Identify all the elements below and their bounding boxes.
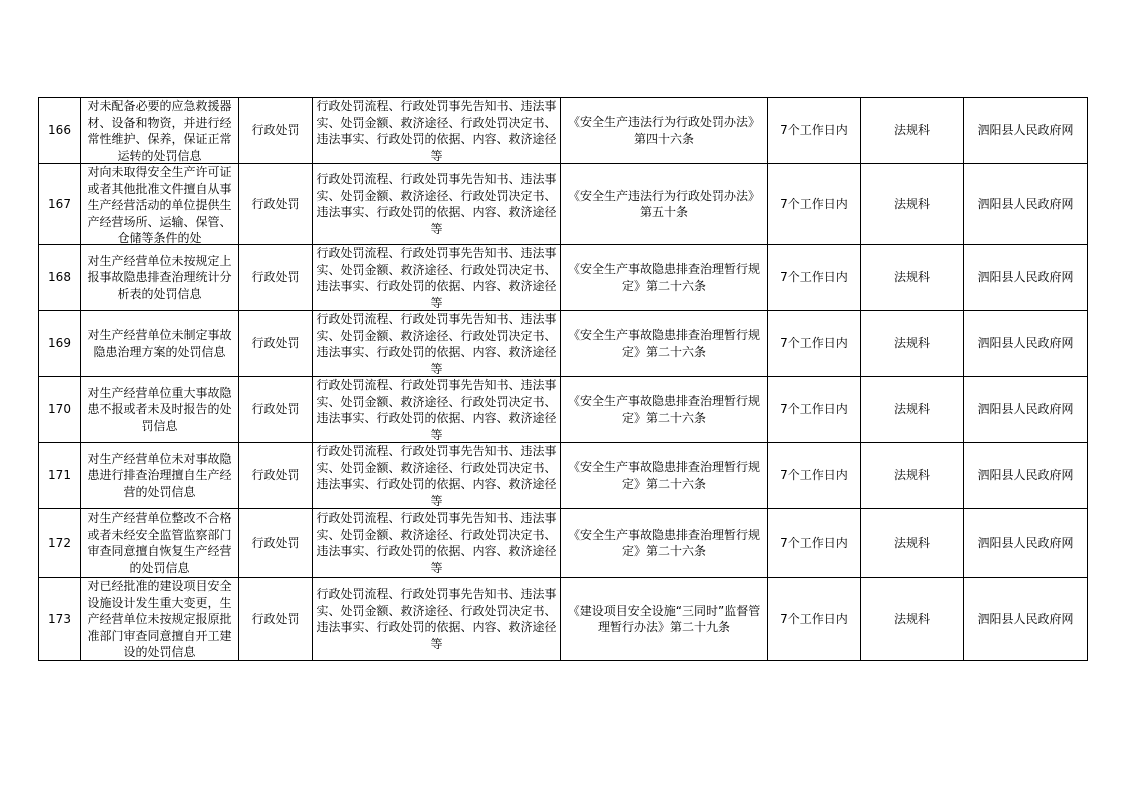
deadline: 7个工作日内 — [780, 611, 848, 626]
deadline-cell — [768, 443, 861, 509]
legal-basis: 《安全生产事故隐患排查治理暂行规定》第二十六条 — [567, 394, 760, 425]
department-cell — [861, 509, 964, 578]
deadline: 7个工作日内 — [780, 336, 848, 351]
item-name: 对生产经营单位未制定事故隐患治理方案的处罚信息 — [87, 328, 232, 359]
table-row — [39, 509, 1088, 578]
legal-basis: 《安全生产违法行为行政处罚办法》第五十条 — [567, 188, 760, 219]
row-number: 172 — [48, 535, 71, 550]
disclosure-content: 行政处罚流程、行政处罚事先告知书、违法事实、处罚金额、救济途径、行政处罚决定书、违法事实、行政处罚的依据、内容、救济途径等 — [316, 312, 557, 376]
item-name-cell — [81, 98, 239, 164]
channel: 泗阳县人民政府网 — [977, 611, 1074, 626]
channel: 泗阳县人民政府网 — [977, 535, 1074, 550]
table-row — [39, 443, 1088, 509]
disclosure-content-cell — [313, 98, 561, 164]
row-number-cell — [39, 164, 81, 245]
disclosure-content: 行政处罚流程、行政处罚事先告知书、违法事实、处罚金额、救济途径、行政处罚决定书、违法事实、行政处罚的依据、内容、救济途径等 — [316, 587, 557, 651]
legal-basis: 《安全生产事故隐患排查治理暂行规定》第二十六条 — [567, 262, 760, 293]
category: 行政处罚 — [251, 402, 300, 417]
disclosure-content: 行政处罚流程、行政处罚事先告知书、违法事实、处罚金额、救济途径、行政处罚决定书、违法事实、行政处罚的依据、内容、救济途径等 — [316, 511, 557, 575]
item-name-cell — [81, 443, 239, 509]
department-cell — [861, 245, 964, 311]
channel: 泗阳县人民政府网 — [977, 336, 1074, 351]
category: 行政处罚 — [251, 611, 300, 626]
channel-cell — [964, 98, 1088, 164]
category: 行政处罚 — [251, 270, 300, 285]
category: 行政处罚 — [251, 535, 300, 550]
legal-basis: 《安全生产事故隐患排查治理暂行规定》第二十六条 — [567, 328, 760, 359]
channel-cell — [964, 245, 1088, 311]
disclosure-content: 行政处罚流程、行政处罚事先告知书、违法事实、处罚金额、救济途径、行政处罚决定书、违法事实、行政处罚的依据、内容、救济途径等 — [316, 99, 557, 163]
channel: 泗阳县人民政府网 — [977, 196, 1074, 211]
deadline: 7个工作日内 — [780, 270, 848, 285]
category-cell — [239, 311, 313, 377]
row-number: 173 — [48, 611, 71, 626]
table-row — [39, 578, 1088, 661]
table-row — [39, 245, 1088, 311]
channel: 泗阳县人民政府网 — [977, 402, 1074, 417]
disclosure-content-cell — [313, 578, 561, 661]
department-cell — [861, 98, 964, 164]
deadline: 7个工作日内 — [780, 402, 848, 417]
row-number: 169 — [48, 336, 71, 351]
deadline-cell — [768, 164, 861, 245]
row-number: 166 — [48, 123, 71, 138]
row-number-cell — [39, 377, 81, 443]
item-name: 对已经批准的建设项目安全设施设计发生重大变更，生产经营单位未按规定报原批准部门审查同意擅自开工建设的处罚信息 — [87, 579, 232, 659]
department: 法规科 — [893, 123, 930, 138]
department: 法规科 — [893, 535, 930, 550]
deadline: 7个工作日内 — [780, 196, 848, 211]
row-number: 171 — [48, 468, 71, 483]
department-cell — [861, 311, 964, 377]
deadline: 7个工作日内 — [780, 468, 848, 483]
item-name: 对生产经营单位未按规定上报事故隐患排查治理统计分析表的处罚信息 — [87, 253, 232, 301]
disclosure-content-cell — [313, 377, 561, 443]
category-cell — [239, 509, 313, 578]
item-name: 对未配备必要的应急救援器材、设备和物资，并进行经常性维护、保养，保证正常运转的处罚信息 — [87, 99, 232, 163]
row-number-cell — [39, 311, 81, 377]
department: 法规科 — [893, 336, 930, 351]
department: 法规科 — [893, 270, 930, 285]
channel: 泗阳县人民政府网 — [977, 270, 1074, 285]
legal-basis: 《安全生产事故隐患排查治理暂行规定》第二十六条 — [567, 460, 760, 491]
item-name: 对生产经营单位重大事故隐患不报或者未及时报告的处罚信息 — [87, 385, 232, 433]
disclosure-content-cell — [313, 443, 561, 509]
category: 行政处罚 — [251, 336, 300, 351]
deadline-cell — [768, 98, 861, 164]
disclosure-content: 行政处罚流程、行政处罚事先告知书、违法事实、处罚金额、救济途径、行政处罚决定书、违法事实、行政处罚的依据、内容、救济途径等 — [316, 246, 557, 310]
deadline-cell — [768, 245, 861, 311]
table-row — [39, 377, 1088, 443]
item-name-cell — [81, 578, 239, 661]
channel-cell — [964, 443, 1088, 509]
deadline: 7个工作日内 — [780, 535, 848, 550]
legal-basis: 《建设项目安全设施“三同时”监督管理暂行办法》第二十九条 — [567, 603, 761, 634]
department: 法规科 — [893, 196, 930, 211]
legal-basis-cell — [561, 578, 768, 661]
deadline-cell — [768, 377, 861, 443]
deadline-cell — [768, 509, 861, 578]
deadline: 7个工作日内 — [780, 123, 848, 138]
department-cell — [861, 443, 964, 509]
disclosure-content: 行政处罚流程、行政处罚事先告知书、违法事实、处罚金额、救济途径、行政处罚决定书、违法事实、行政处罚的依据、内容、救济途径等 — [316, 444, 557, 508]
channel-cell — [964, 164, 1088, 245]
item-name-cell — [81, 311, 239, 377]
item-name-cell — [81, 164, 239, 245]
deadline-cell — [768, 578, 861, 661]
row-number-cell — [39, 245, 81, 311]
category-cell — [239, 98, 313, 164]
row-number: 170 — [48, 402, 71, 417]
row-number: 167 — [48, 196, 71, 211]
category-cell — [239, 245, 313, 311]
department: 法规科 — [893, 402, 930, 417]
item-name: 对生产经营单位未对事故隐患进行排查治理擅自生产经营的处罚信息 — [87, 451, 232, 499]
legal-basis-cell — [561, 311, 768, 377]
channel-cell — [964, 578, 1088, 661]
disclosure-content: 行政处罚流程、行政处罚事先告知书、违法事实、处罚金额、救济途径、行政处罚决定书、违法事实、行政处罚的依据、内容、救济途径等 — [316, 172, 557, 236]
disclosure-table — [38, 97, 1088, 661]
disclosure-content-cell — [313, 164, 561, 245]
category-cell — [239, 377, 313, 443]
item-name-cell — [81, 509, 239, 578]
department-cell — [861, 164, 964, 245]
legal-basis-cell — [561, 164, 768, 245]
row-number-cell — [39, 578, 81, 661]
department: 法规科 — [893, 468, 930, 483]
legal-basis: 《安全生产违法行为行政处罚办法》第四十六条 — [567, 115, 760, 146]
disclosure-content-cell — [313, 311, 561, 377]
legal-basis: 《安全生产事故隐患排查治理暂行规定》第二十六条 — [567, 527, 760, 558]
table-row — [39, 311, 1088, 377]
item-name: 对生产经营单位整改不合格或者未经安全监管监察部门审查同意擅自恢复生产经营的处罚信息 — [87, 511, 232, 575]
legal-basis-cell — [561, 509, 768, 578]
item-name-cell — [81, 377, 239, 443]
category-cell — [239, 578, 313, 661]
category: 行政处罚 — [251, 468, 300, 483]
disclosure-content-cell — [313, 509, 561, 578]
deadline-cell — [768, 311, 861, 377]
row-number-cell — [39, 509, 81, 578]
legal-basis-cell — [561, 377, 768, 443]
disclosure-content-cell — [313, 245, 561, 311]
legal-basis-cell — [561, 98, 768, 164]
category-cell — [239, 443, 313, 509]
category-cell — [239, 164, 313, 245]
channel: 泗阳县人民政府网 — [977, 123, 1074, 138]
category: 行政处罚 — [251, 196, 300, 211]
department-cell — [861, 578, 964, 661]
item-name: 对向未取得安全生产许可证或者其他批准文件擅自从事生产经营活动的单位提供生产经营场所、运输、保管、仓储等条件的处 — [87, 165, 232, 244]
department-cell — [861, 377, 964, 443]
item-name-cell — [81, 245, 239, 311]
table-row — [39, 164, 1088, 245]
legal-basis-cell — [561, 245, 768, 311]
table-row — [39, 98, 1088, 164]
department: 法规科 — [893, 611, 930, 626]
row-number-cell — [39, 443, 81, 509]
category: 行政处罚 — [251, 123, 300, 138]
legal-basis-cell — [561, 443, 768, 509]
channel: 泗阳县人民政府网 — [977, 468, 1074, 483]
row-number-cell — [39, 98, 81, 164]
channel-cell — [964, 311, 1088, 377]
disclosure-content: 行政处罚流程、行政处罚事先告知书、违法事实、处罚金额、救济途径、行政处罚决定书、违法事实、行政处罚的依据、内容、救济途径等 — [316, 378, 557, 442]
channel-cell — [964, 509, 1088, 578]
row-number: 168 — [48, 270, 71, 285]
channel-cell — [964, 377, 1088, 443]
